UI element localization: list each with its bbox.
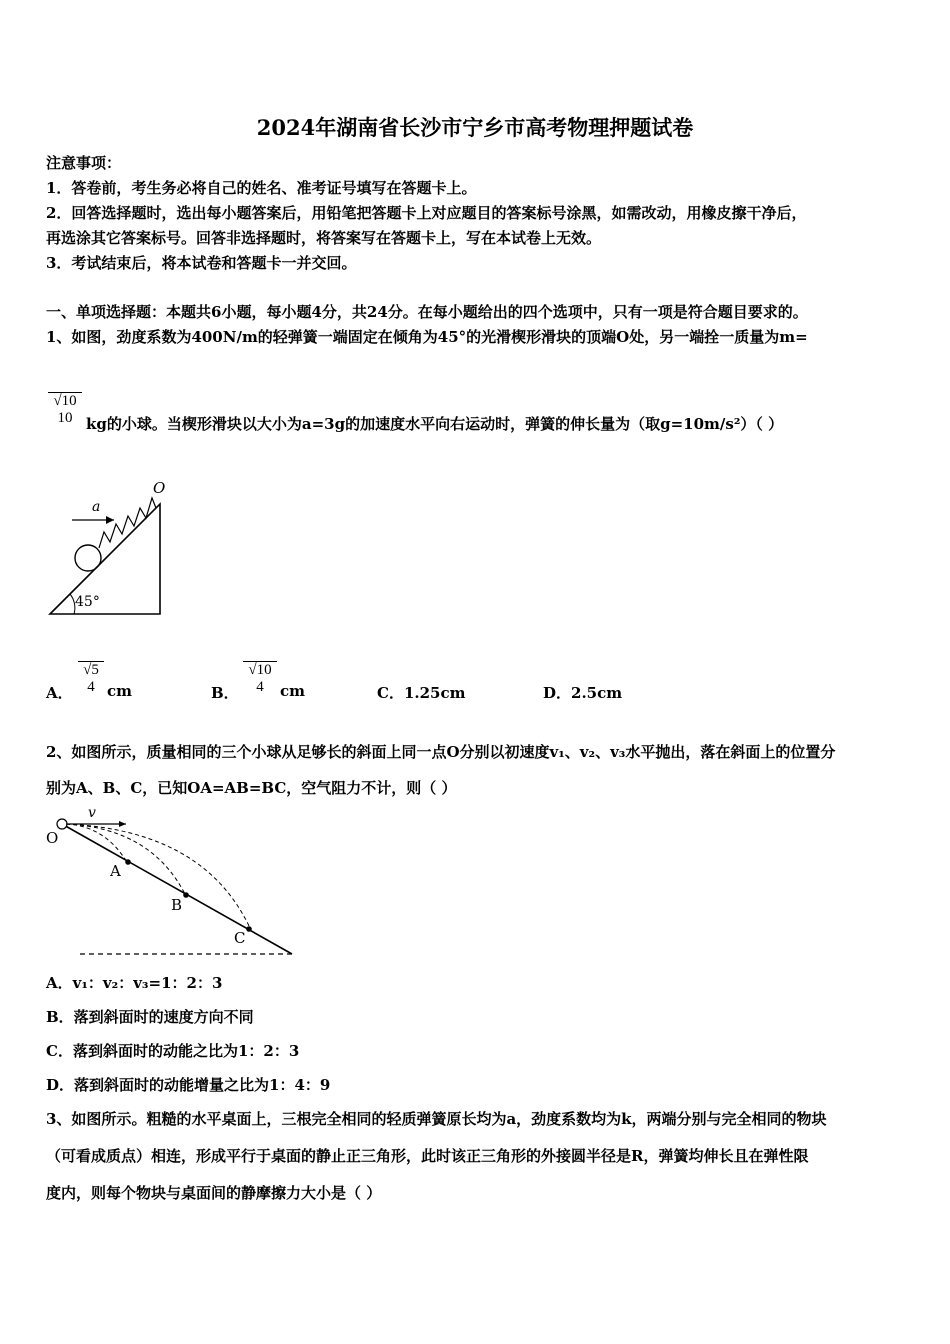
q2-line2: 别为A、B、C，已知OA=AB=BC，空气阻力不计，则（ ）: [46, 779, 457, 797]
notice-item-2a: 2．回答选择题时，选出每小题答案后，用铅笔把答题卡上对应题目的答案标号涂黑，如需改动，用橡皮擦干净后，: [46, 204, 807, 222]
q1-option-b-fraction: [243, 661, 277, 696]
q1-fig-label-a: a: [92, 499, 101, 515]
q1-option-a-unit: cm: [107, 682, 133, 700]
q1-option-a-denominator: 4: [87, 679, 95, 695]
trajectory-C: [66, 824, 250, 928]
q1-mass-fraction: [48, 392, 82, 427]
q2-option-a: A．v₁：v₂：v₃=1：2：3: [46, 974, 223, 992]
q1-option-a-label: A．: [46, 684, 73, 702]
q2-fig-label-B: B: [171, 896, 183, 914]
q1-option-b-numerator: √10: [243, 661, 277, 679]
q1-option-d: D．2.5cm: [543, 684, 623, 702]
q1-option-b-denominator: 4: [256, 679, 264, 695]
q2-option-d: D．落到斜面时的动能增量之比为1：4：9: [46, 1076, 331, 1094]
q1-option-c: C．1.25cm: [377, 684, 466, 702]
q1-wedge-figure: [44, 478, 174, 620]
section-heading: 一、单项选择题：本题共6小题，每小题4分，共24分。在每小题给出的四个选项中，只有一项是符合题目要求的。: [46, 303, 808, 321]
point-C: [246, 926, 252, 932]
point-B: [183, 892, 189, 898]
q2-line1: 2、如图所示，质量相同的三个小球从足够长的斜面上同一点O分别以初速度v₁、v₂、v₃水平抛出，落在斜面上的位置分: [46, 743, 836, 761]
ball-shape: [75, 545, 101, 571]
page-title: 2024年湖南省长沙市宁乡市高考物理押题试卷: [256, 115, 694, 140]
q3-line2: （可看成质点）相连，形成平行于桌面的静止正三角形，此时该正三角形的外接圆半径是R，弹簧均伸长且在弹性限: [46, 1147, 809, 1165]
q2-option-c: C．落到斜面时的动能之比为1：2：3: [46, 1042, 300, 1060]
q3-line3: 度内，则每个物块与桌面间的静摩擦力大小是（ ）: [46, 1184, 382, 1202]
q1-fig-label-O: O: [153, 479, 166, 497]
q1-option-b-label: B．: [211, 684, 239, 702]
notice-item-2b: 再选涂其它答案标号。回答非选择题时，将答案写在答题卡上，写在本试卷上无效。: [46, 229, 602, 247]
q1-fig-label-angle: 45°: [75, 594, 100, 610]
q1-line1: 1、如图，劲度系数为400N/m的轻弹簧一端固定在倾角为45°的光滑楔形滑块的顶端O处，另一端拴一质量为m=: [46, 328, 808, 346]
q2-incline-figure: [44, 808, 300, 958]
ball-at-O: [57, 819, 67, 829]
point-A: [125, 859, 131, 865]
q1-mass-denominator: 10: [57, 410, 73, 426]
q1-option-a-numerator: √5: [78, 661, 104, 679]
q1-mass-numerator: √10: [48, 392, 82, 410]
notice-item-3: 3．考试结束后，将本试卷和答题卡一并交回。: [46, 254, 357, 272]
notice-item-1: 1．答卷前，考生务必将自己的姓名、准考证号填写在答题卡上。: [46, 179, 477, 197]
q2-fig-label-A: A: [110, 862, 121, 880]
q3-line1: 3、如图所示。粗糙的水平桌面上，三根完全相同的轻质弹簧原长均为a，劲度系数均为k，两端分别与完全相同的物块: [46, 1110, 827, 1128]
q1-option-a-fraction: [78, 661, 104, 696]
q2-option-b: B．落到斜面时的速度方向不同: [46, 1008, 254, 1026]
q2-fig-label-C: C: [234, 929, 246, 947]
q2-fig-label-O: O: [46, 829, 59, 847]
q1-option-b-unit: cm: [280, 682, 306, 700]
q1-line2: kg的小球。当楔形滑块以大小为a=3g的加速度水平向右运动时，弹簧的伸长量为（取g=10m/s²）（ ）: [86, 415, 784, 433]
q2-fig-label-v: v: [88, 805, 96, 821]
incline-line: [62, 824, 292, 954]
notice-heading: 注意事项：: [46, 154, 122, 172]
